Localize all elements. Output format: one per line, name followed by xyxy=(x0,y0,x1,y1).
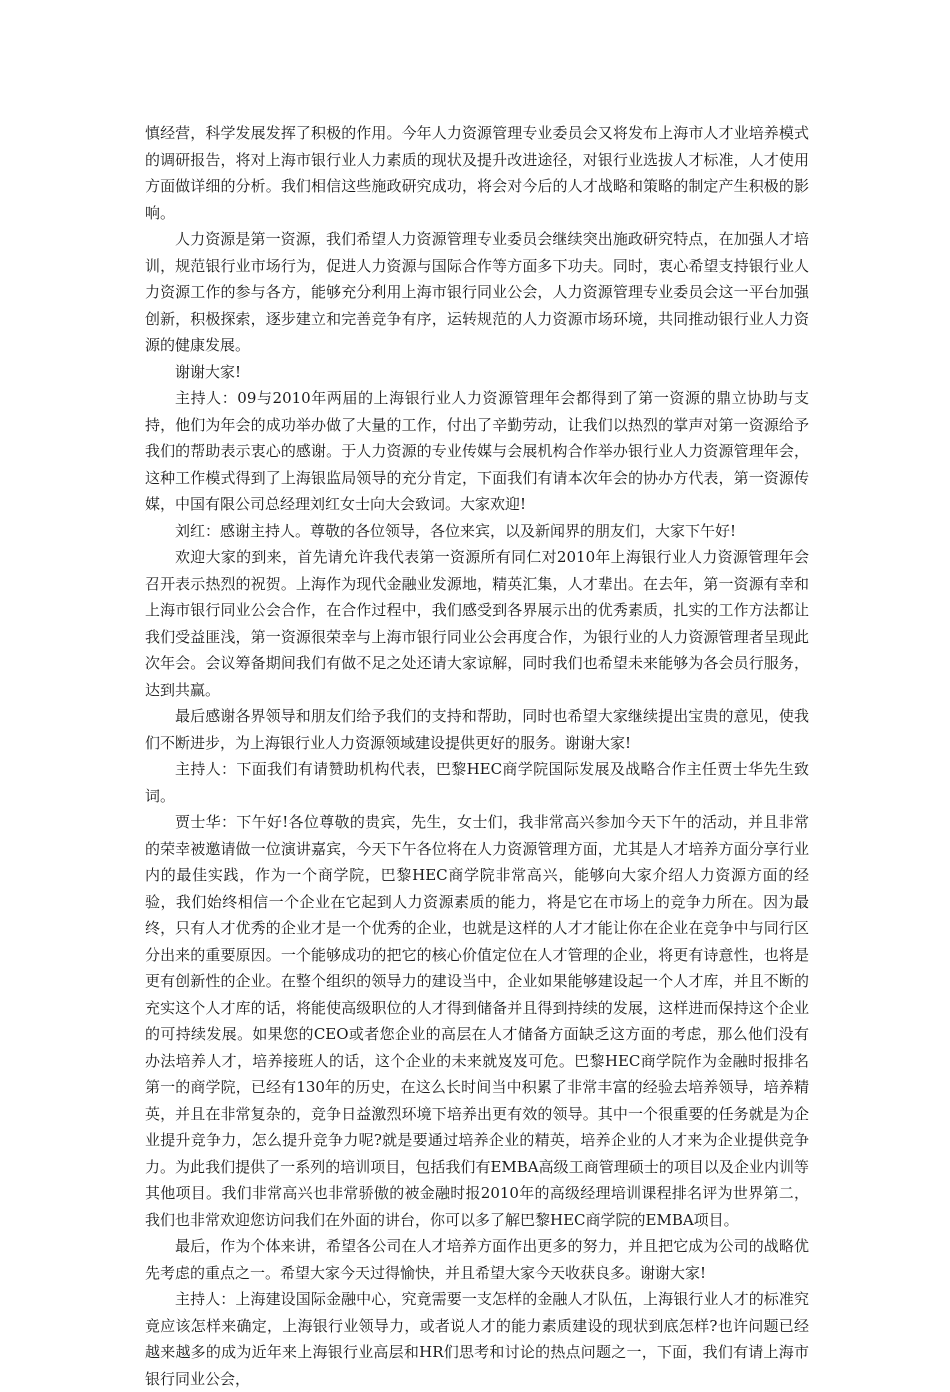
paragraph-10: 最后，作为个体来讲，希望各公司在人才培养方面作出更多的努力，并且把它成为公司的战略优先考虑的重点之一。希望大家今天过得愉快，并且希望大家今天收获良多。谢谢大家! xyxy=(145,1237,809,1282)
paragraph-11: 主持人：上海建设国际金融中心，究竟需要一支怎样的金融人才队伍，上海银行业人才的标准究竟应该怎样来确定，上海银行业领导力，或者说人才的能力素质建设的现状到底怎样?也许问题已经越来越多的成为近年来上海银行业高层和HR们思考和讨论的热点问题之一，下面，我们有请上海市银行同业公会， xyxy=(145,1290,809,1388)
paragraph-7: 最后感谢各界领导和朋友们给予我们的支持和帮助，同时也希望大家继续提出宝贵的意见，使我们不断进步，为上海银行业人力资源领域建设提供更好的服务。谢谢大家! xyxy=(145,707,809,752)
paragraph-1: 慎经营，科学发展发挥了积极的作用。今年人力资源管理专业委员会又将发布上海市人才业培养模式的调研报告，将对上海市银行业人力素质的现状及提升改进途径，对银行业选拔人才标准，人才使用方面做详细的分析。我们相信这些施政研究成功，将会对今后的人才战略和策略的制定产生积极的影响。 xyxy=(145,124,809,222)
paragraph-4: 主持人：09与2010年两届的上海银行业人力资源管理年会都得到了第一资源的鼎立协助与支持，他们为年会的成功举办做了大量的工作，付出了辛勤劳动，让我们以热烈的掌声对第一资源给予我们的帮助表示衷心的感谢。于人力资源的专业传媒与会展机构合作举办银行业人力资源管理年会，这种工作模式得到了上海银监局领导的充分肯定，下面我们有请本次年会的协办方代表，第一资源传媒，中国有限公司总经理刘红女士向大会致词。大家欢迎! xyxy=(145,389,809,513)
paragraph-5: 刘红：感谢主持人。尊敬的各位领导，各位来宾，以及新闻界的朋友们，大家下午好! xyxy=(175,521,737,540)
document-page xyxy=(145,120,809,1392)
paragraph-2: 人力资源是第一资源，我们希望人力资源管理专业委员会继续突出施政研究特点，在加强人才培训，规范银行业市场行为，促进人力资源与国际合作等方面多下功夫。同时，衷心希望支持银行业人力资源工作的参与各方，能够充分利用上海市银行同业公会，人力资源管理专业委员会这一平台加强创新，积极探索，逐步建立和完善竞争有序，运转规范的人力资源市场环境，共同推动银行业人力资源的健康发展。 xyxy=(145,230,809,354)
paragraph-9: 贾士华：下午好!各位尊敬的贵宾，先生，女士们，我非常高兴参加今天下午的活动，并且非常的荣幸被邀请做一位演讲嘉宾，今天下午各位将在人力资源管理方面，尤其是人才培养方面分享行业内的最佳实践，作为一个商学院，巴黎HEC商学院非常高兴，能够向大家介绍人力资源方面的经验，我们始终相信一个企业在它起到人力资源素质的能力，将是它在市场上的竞争力所在。因为最终，只有人才优秀的企业才是一个优秀的企业，也就是这样的人才才能让你在企业在竞争中与同行区分出来的重要原因。一个能够成功的把它的核心价值定位在人才管理的企业，将更有诗意性，也将是更有创新性的企业。在整个组织的领导力的建设当中，企业如果能够建设起一个人才库，并且不断的充实这个人才库的话，将能使高级职位的人才得到储备并且得到持续的发展，这样进而保持这个企业的可持续发展。如果您的CEO或者您企业的高层在人才储备方面缺乏这方面的考虑，那么他们没有办法培养人才，培养接班人的话，这个企业的未来就岌岌可危。巴黎HEC商学院作为金融时报排名第一的商学院，已经有130年的历史，在这么长时间当中积累了非常丰富的经验去培养领导，培养精英，并且在非常复杂的，竞争日益激烈环境下培养出更有效的领导。其中一个很重要的任务就是为企业提升竞争力，怎么提升竞争力呢?就是要通过培养企业的精英，培养企业的人才来为企业提供竞争力。为此我们提供了一系列的培训项目，包括我们有EMBA高级工商管理硕士的项目以及企业内训等其他项目。我们非常高兴也非常骄傲的被金融时报2010年的高级经理培训课程排名评为世界第二，我们也非常欢迎您访问我们在外面的讲台，你可以多了解巴黎HEC商学院的EMBA项目。 xyxy=(145,813,809,1229)
paragraph-6: 欢迎大家的到来，首先请允许我代表第一资源所有同仁对2010年上海银行业人力资源管理年会召开表示热烈的祝贺。上海作为现代金融业发源地，精英汇集，人才辈出。在去年，第一资源有幸和上海市银行同业公会合作，在合作过程中，我们感受到各界展示出的优秀素质，扎实的工作方法都让我们受益匪浅，第一资源很荣幸与上海市银行同业公会再度合作，为银行业的人力资源管理者呈现此次年会。会议筹备期间我们有做不足之处还请大家谅解，同时我们也希望未来能够为各会员行服务，达到共赢。 xyxy=(145,548,809,699)
paragraph-8: 主持人：下面我们有请赞助机构代表，巴黎HEC商学院国际发展及战略合作主任贾士华先生致词。 xyxy=(145,760,809,805)
paragraph-3: 谢谢大家! xyxy=(175,362,242,381)
